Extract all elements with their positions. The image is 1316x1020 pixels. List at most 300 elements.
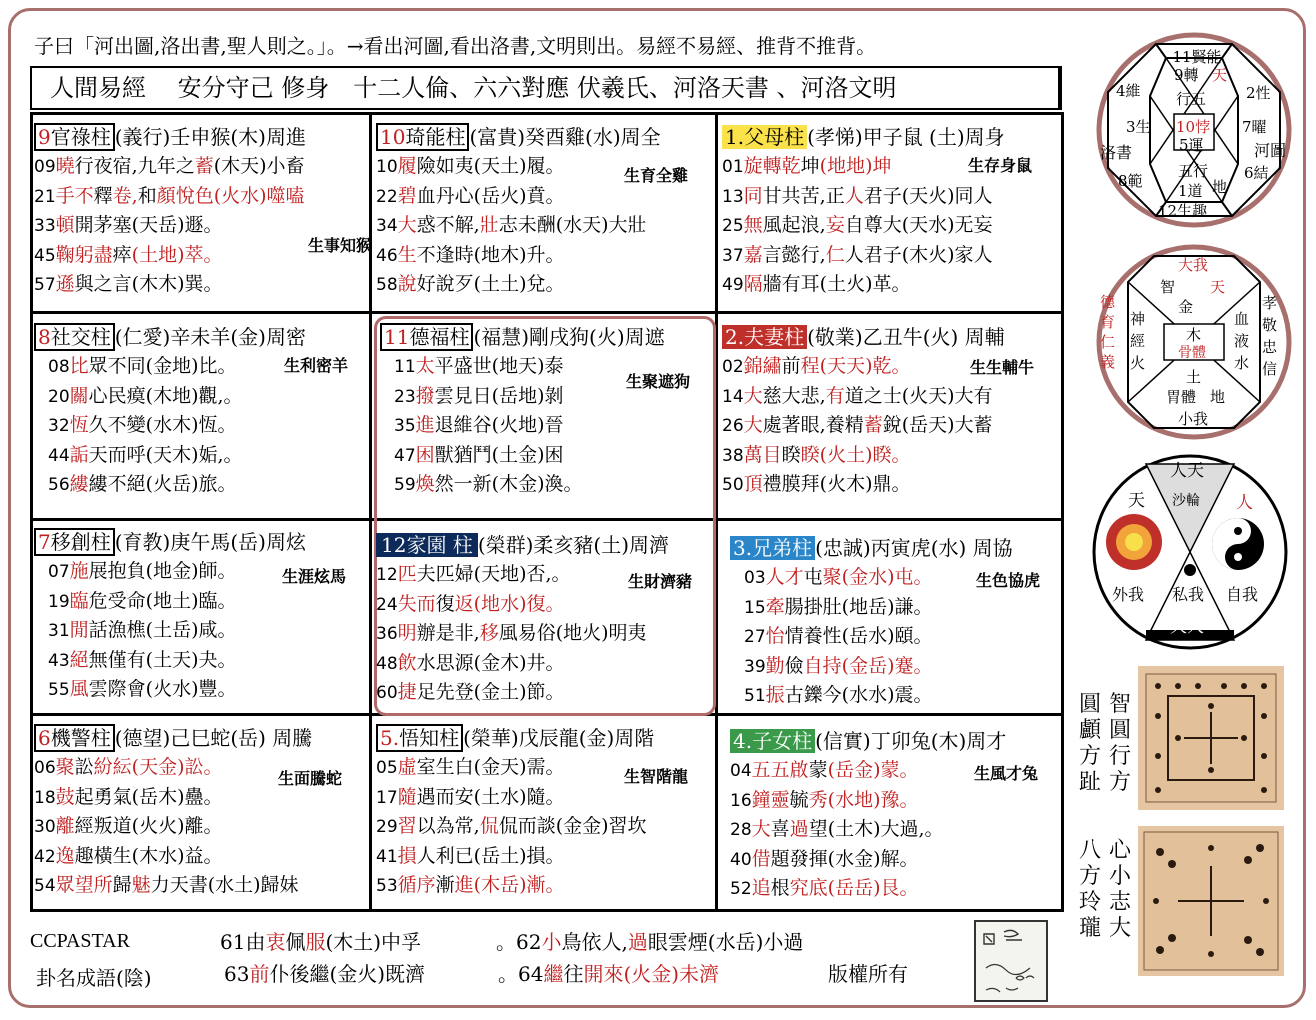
line-text: 血丹心(岳火)賁。 [416,184,565,207]
line-text: 惑不解, [416,214,480,236]
highlight-char: 究底(岳岳)艮。 [789,877,919,899]
line-text: 63 [224,962,250,986]
highlight-char: 縷 [69,473,89,495]
highlight-char: 詬 [69,443,89,466]
footer-line-63 [224,958,425,987]
hexagram-line [722,441,1005,471]
hexagram-line [380,352,665,382]
d2-b1: 土 [1186,368,1202,386]
highlight-char: 追 [751,877,771,899]
hexagram-number: 53 [376,876,398,896]
pillar-cell-10 [376,122,689,300]
line-text: 以為常, [416,815,480,837]
side-text-char: 圓 [1108,718,1131,743]
highlight-char: 進(木岳)漸。 [454,874,565,896]
hexagram-line [376,842,654,872]
footer-line-61 [220,926,421,955]
hexagram-line [376,152,661,182]
pillar-name: 父母柱 [744,125,805,149]
line-text: 險如夷(天土)履。 [416,155,565,177]
line-text: 開茅塞(天岳)遯。 [74,214,223,236]
d2-rm1: 血 [1234,310,1250,328]
hexagram-number: 18 [34,787,56,808]
line-text: 和 [137,184,157,207]
d3-br: 自我 [1226,585,1259,604]
hexagram-number: 29 [376,817,398,837]
d2-b2: 胃體 [1166,388,1197,406]
title-bar: 人間易經 安分守己 修身 十二人倫、六六對應 伏羲氏、河洛天書 、河洛文明 [30,66,1062,110]
highlight-char: 閒 [69,619,89,641]
hexagram-number: 04 [730,761,752,781]
side-text-char: 方 [1108,770,1131,795]
line-text: 古鑠今(水水)震。 [784,684,933,706]
line-text: 復 [435,592,455,615]
hexagram-line [34,470,306,500]
hexagram-number: 01 [722,157,744,177]
hexagram-number: 33 [34,216,56,236]
line-text: 獸猶鬥(土金)困 [434,443,564,466]
d1-mr: 7曜 [1242,118,1267,136]
pillar-tag: 生涯炫馬 [282,567,347,586]
hexagram-number: 03 [744,568,766,588]
highlight-char: 鐘靈 [751,788,790,811]
line-text: 君子(天火)同人 [863,184,993,207]
pillar-title [34,322,306,352]
line-text: 趣橫生(木水)益。 [74,844,223,867]
highlight-char: 侃 [479,815,499,837]
line-text: 力天書(水土)歸妹 [150,874,299,896]
highlight-char: 旋轉乾 [743,155,801,177]
d2-lm2: 經 [1130,332,1146,350]
hexagram-line [376,590,669,620]
pillar-title-box [34,323,115,351]
d1-tl: 4維 [1116,82,1141,100]
highlight-char: 衷 [265,930,286,954]
pillar-cell-4 [730,726,1039,904]
d1-right: 河圖 [1254,141,1287,160]
line-text: 自尊大(天水)无妄 [844,214,993,236]
d2-left-col [1100,292,1118,372]
highlight-char: 撥 [415,384,435,407]
d2-lm1: 神 [1130,310,1146,328]
hexagram-line [722,241,1005,271]
hexagram-line [34,587,306,617]
hexagram-number: 50 [722,475,744,495]
line-text: 根 [770,877,790,899]
highlight-char: (土地)萃。 [131,243,223,266]
d2-tl2: 金 [1178,298,1194,316]
hexagram-number: 11 [394,357,416,377]
highlight-char: 逸 [55,844,75,867]
hexagram-line [730,874,1006,904]
highlight-char: 匹 [397,563,417,585]
pillar-title [730,533,1013,563]
line-text: 水思源(金木)井。 [416,651,565,674]
pillar-tag: 生生輔牛 [970,358,1035,377]
hexagram-number: 34 [376,216,398,236]
pillar-attributes: (富貴)癸酉雞(水)周全 [469,125,661,149]
line-text: (木土)中孚 [325,930,422,954]
hexagram-line [380,470,665,500]
heaven-human-diagram [1090,452,1290,652]
pillar-attributes: (仁愛)辛未羊(金)周密 [114,325,306,349]
line-text: 喜 [770,818,790,840]
highlight-char: 紛紜(天金)訟。 [93,756,223,778]
d1-cbot2: 1道 [1178,182,1203,200]
highlight-char: 開來(火金)未濟 [583,962,720,986]
line-text: 。64 [498,962,544,986]
highlight-char: 妄 [825,214,845,236]
line-text: 眼雲煙(水岳)小過 [647,930,804,954]
line-text: 歸 [112,874,132,896]
highlight-char: 前 [249,962,270,986]
d2-l4: 義 [1100,353,1116,371]
hexagram-number: 02 [722,357,744,377]
hexagram-line [376,812,654,842]
highlight-char: 卷, [112,184,138,207]
highlight-char: 鼓 [55,785,75,808]
line-text: 瘁 [112,243,132,266]
hexagram-number: 05 [376,758,398,778]
line-text: 佩 [285,930,306,954]
line-text: 慈大悲, [762,384,826,407]
hexagram-line [730,756,1006,786]
pillar-tag: 生面騰蛇 [278,769,343,788]
side-text-col2 [1108,692,1132,796]
line-text: 道之士(火天)大有 [844,384,993,407]
line-text: 風起浪, [762,214,826,236]
highlight-char: 循序 [397,874,436,896]
hexagram-line [34,152,306,182]
pillar-title-box [34,724,115,752]
hexagram-line [380,382,665,412]
hexagram-number: 09 [34,157,56,177]
highlight-char: 蓄 [194,155,214,177]
line-text: 釋 [93,184,113,207]
highlight-char: 萬目 [743,443,782,466]
d2-l3: 仁 [1100,333,1116,351]
line-text: 望(土木)大過,。 [808,818,944,840]
line-text: 往 [563,962,584,986]
pillar-number: 7 [38,530,51,554]
pillar-cell-5 [376,723,689,901]
pillar-name: 夫妻柱 [744,325,805,349]
d2-l2: 育 [1100,313,1116,331]
pillar-tag: 生聚遮狗 [626,372,691,391]
line-text: 儉 [784,654,804,677]
hexagram-number: 16 [730,790,752,811]
pillar-title-box [730,536,815,560]
highlight-char: 返(地水)復。 [454,592,565,615]
line-text: 志未酬(水天)大壯 [498,214,647,236]
hexagram-line [34,411,306,441]
pillar-title [376,723,654,753]
pillar-cell-2 [722,322,1035,500]
line-text: 危受命(地土)臨。 [88,589,237,612]
pillar-tag: 生存身鼠 [968,156,1033,175]
d2-rm3: 水 [1234,354,1250,372]
hexagram-line [730,815,1006,845]
pillar-attributes: (義行)壬申猴(木)周進 [114,125,306,149]
hexagram-line [34,211,306,241]
line-text: 禮膜拜(火木)鼎。 [762,473,911,495]
hexagram-number: 38 [722,445,744,466]
d1-bottom: 12生趣 [1158,202,1208,220]
pillar-name: 琦能柱 [405,125,466,149]
line-text: 銳(岳天)大蓄 [882,414,993,436]
pillar-name: 社交柱 [50,325,111,349]
highlight-char: 鞠躬盡 [55,243,113,266]
hexagram-line [722,211,1005,241]
line-text: 漸 [435,874,455,896]
hexagram-number: 25 [722,216,744,236]
hexagram-line [376,619,669,649]
line-text: 久不變(水木)恆。 [88,414,237,436]
hexagram-line [34,441,306,471]
pillar-tag: 生風才兔 [974,764,1039,783]
side-text-char: 大 [1108,916,1131,941]
d3-bl: 外我 [1112,585,1145,604]
d1-ctop: 9轉 [1174,66,1199,84]
side-text-char: 志 [1108,890,1131,915]
hexagram-number: 32 [48,416,70,436]
line-text: 題發揮(水金)解。 [770,847,919,870]
side-text-char: 趾 [1078,770,1101,795]
line-text: 眾不同(金地)比。 [88,355,237,377]
side-text-char: 小 [1108,864,1131,889]
hexagram-number: 26 [722,416,744,436]
footer-line-62 [496,926,803,955]
highlight-char: 頓 [55,214,75,236]
pillar-name: 德福柱 [409,325,470,349]
luoshu-board-image [1138,826,1284,976]
pillar-number: 11 [384,325,410,349]
side-text-col1 [1078,692,1102,796]
hexagram-line [376,783,654,813]
highlight-char: 施 [69,560,89,582]
pillar-tag: 生財濟豬 [628,572,693,591]
side-text-col4 [1108,838,1132,942]
pillar-cell-7 [34,527,347,705]
d3-bm: 私我 [1172,585,1205,604]
highlight-char: 遜 [55,273,75,295]
pillar-cell-8 [34,322,349,500]
pillar-title [376,530,669,560]
pillar-cell-9 [34,122,373,300]
pillar-title-box [376,533,478,557]
hexagram-line [380,411,665,441]
pillar-title-box [376,123,469,151]
hexagram-number: 35 [394,416,416,436]
hexagram-line [730,681,1013,711]
hexagram-number: 20 [48,386,70,407]
highlight-char: 捷 [397,681,417,703]
line-text: 睽 [781,443,801,466]
highlight-char: 自持(金岳)蹇。 [803,654,933,677]
line-text: 甘共苦,正 [762,184,845,207]
highlight-char: 錦繡 [743,355,782,377]
d2-b3: 地 [1210,388,1226,406]
hexagram-number: 12 [376,565,398,585]
pillar-name: 官祿柱 [50,125,111,149]
highlight-char: 大 [751,818,771,840]
hexagram-line [34,646,306,676]
highlight-char: 大 [743,384,763,407]
hexagram-number: 06 [34,758,56,778]
pillar-title [34,122,306,152]
pillar-attributes: (孝悌)甲子鼠 (土)周身 [807,125,1005,149]
hexagram-number: 56 [48,475,70,495]
highlight-char: 同 [743,184,763,207]
hexagram-line [722,270,1005,300]
hetu-board-drawing [1138,666,1284,810]
signature-stamp [974,920,1048,1002]
highlight-char: 秀(水地)豫。 [808,788,919,811]
highlight-char: 生 [397,243,417,266]
hexagram-line [376,241,661,271]
pillar-attributes: (育教)庚午馬(岳)周炫 [114,530,306,554]
highlight-char: 失而 [397,592,436,615]
pillar-number: 3. [733,536,753,560]
hexagram-line [722,182,1005,212]
line-text: 處著眼,養精 [762,414,864,436]
hexagram-number: 08 [48,357,70,377]
d1-tian: 天 [1212,66,1228,84]
hexagram-number: 58 [376,275,398,295]
highlight-char: 損 [397,844,417,867]
pillar-title [722,322,1005,352]
hexagram-line [34,616,306,646]
highlight-char: 有 [825,384,845,407]
hexagram-number: 17 [376,787,398,808]
highlight-char: 大 [743,414,763,436]
signature-image [976,922,1046,1000]
pillar-title-box [722,125,807,149]
d1-cbot1: 五行 [1178,162,1209,180]
hexagram-line [376,560,669,590]
highlight-char: 聚(金水)屯。 [822,566,933,588]
pillar-attributes: (信實)丁卯兔(木)周才 [815,729,1007,753]
hexagram-number: 27 [744,627,766,647]
side-text-char: 玲 [1078,890,1101,915]
hexagram-line [34,557,306,587]
pillar-title [34,723,312,753]
line-text: 無僅有(土天)夬。 [88,648,237,671]
hexagram-number: 42 [34,846,56,867]
highlight-char: 過 [789,818,809,840]
d1-center2: 5運 [1179,136,1204,154]
highlight-char: 勤 [765,654,785,677]
side-text-char: 方 [1078,744,1101,769]
pillar-title-box [380,323,473,351]
line-text: 雲際會(火水)豐。 [88,678,237,700]
highlight-char: 大 [397,214,417,236]
hexagram-number: 31 [48,621,70,641]
line-text: 鳥依人, [561,930,628,954]
hexagram-line [722,352,1005,382]
hexagram-number: 51 [744,686,766,706]
highlight-char: 小 [541,930,562,954]
line-text: 好說歹(土土)兌。 [416,273,565,295]
highlight-char: 魅 [131,874,151,896]
line-text: 牆有耳(土火)革。 [762,273,911,295]
hexagram-line [376,211,661,241]
d2-lm-col [1130,308,1148,374]
highlight-char: 牽 [765,595,785,618]
highlight-char: 仁 [825,243,845,266]
highlight-char: 太 [415,355,435,377]
pillar-cell-1 [722,122,1033,300]
d2-center1: 木 [1186,326,1202,344]
highlight-char: 關 [69,384,89,407]
line-text: 。62 [496,930,542,954]
side-text-char: 顱 [1078,718,1101,743]
highlight-char: 過 [627,930,648,954]
pillar-name: 家園 柱 [406,533,473,557]
hexagram-line [34,753,312,783]
line-text: 人利已(岳土)損。 [416,844,565,867]
pillar-title-box [730,729,815,753]
line-text: 情養性(岳水)頤。 [784,625,933,647]
side-text-char: 智 [1108,692,1131,717]
line-text: 前 [781,355,801,377]
pillar-cell-3 [730,533,1041,711]
pillar-attributes: (榮群)柔亥豬(土)周濟 [477,533,670,557]
highlight-char: (岳金)蒙。 [827,759,919,781]
d3-bottom: 天人 [1170,617,1204,637]
highlight-char: 困 [415,443,435,466]
side-text-col3 [1078,838,1102,942]
side-text-char: 行 [1108,744,1131,769]
d2-r1: 孝 [1262,294,1278,312]
d3-left: 天 [1128,491,1145,511]
pillar-title-box [376,724,463,752]
d2-rm2: 液 [1234,332,1250,350]
d1-bl: 8範 [1118,172,1143,190]
hexagram-line [34,382,306,412]
line-text: 人君子(木火)家人 [844,243,993,266]
hexagram-number: 39 [744,656,766,677]
hexagram-line [376,871,654,901]
highlight-char: 履 [397,155,417,177]
hexagram-line [376,753,654,783]
line-text: 雲見日(岳地)剝 [434,384,564,407]
line-text: 毓 [789,788,809,811]
line-text: 心民瘼(木地)觀,。 [88,384,243,407]
pillar-tag: 生智階龍 [624,767,689,786]
hexagram-number: 55 [48,680,70,700]
pillar-tag: 生事知猴 [308,236,373,255]
highlight-char: 碧 [397,184,417,207]
d2-r2: 敬 [1262,316,1278,334]
line-text: 室生白(金天)需。 [416,756,565,778]
d1-ml: 3生 [1126,118,1151,136]
highlight-char: 眾望所 [55,874,113,896]
hexagram-number: 60 [376,683,398,703]
d3-right: 人 [1236,493,1253,513]
hexagram-line [34,812,312,842]
line-text: 與之言(木木)巽。 [74,273,223,295]
line-text: 夫匹婦(天地)否,。 [416,563,571,585]
hexagram-line [380,441,665,471]
pillar-cell-12 [376,530,693,708]
line-text: 言懿行, [762,243,826,266]
line-text: 屯 [803,566,823,588]
hetu-board-image [1138,666,1284,810]
highlight-char: 手不 [55,184,94,207]
hexagram-number: 54 [34,876,56,896]
pillar-number: 6 [38,726,51,750]
